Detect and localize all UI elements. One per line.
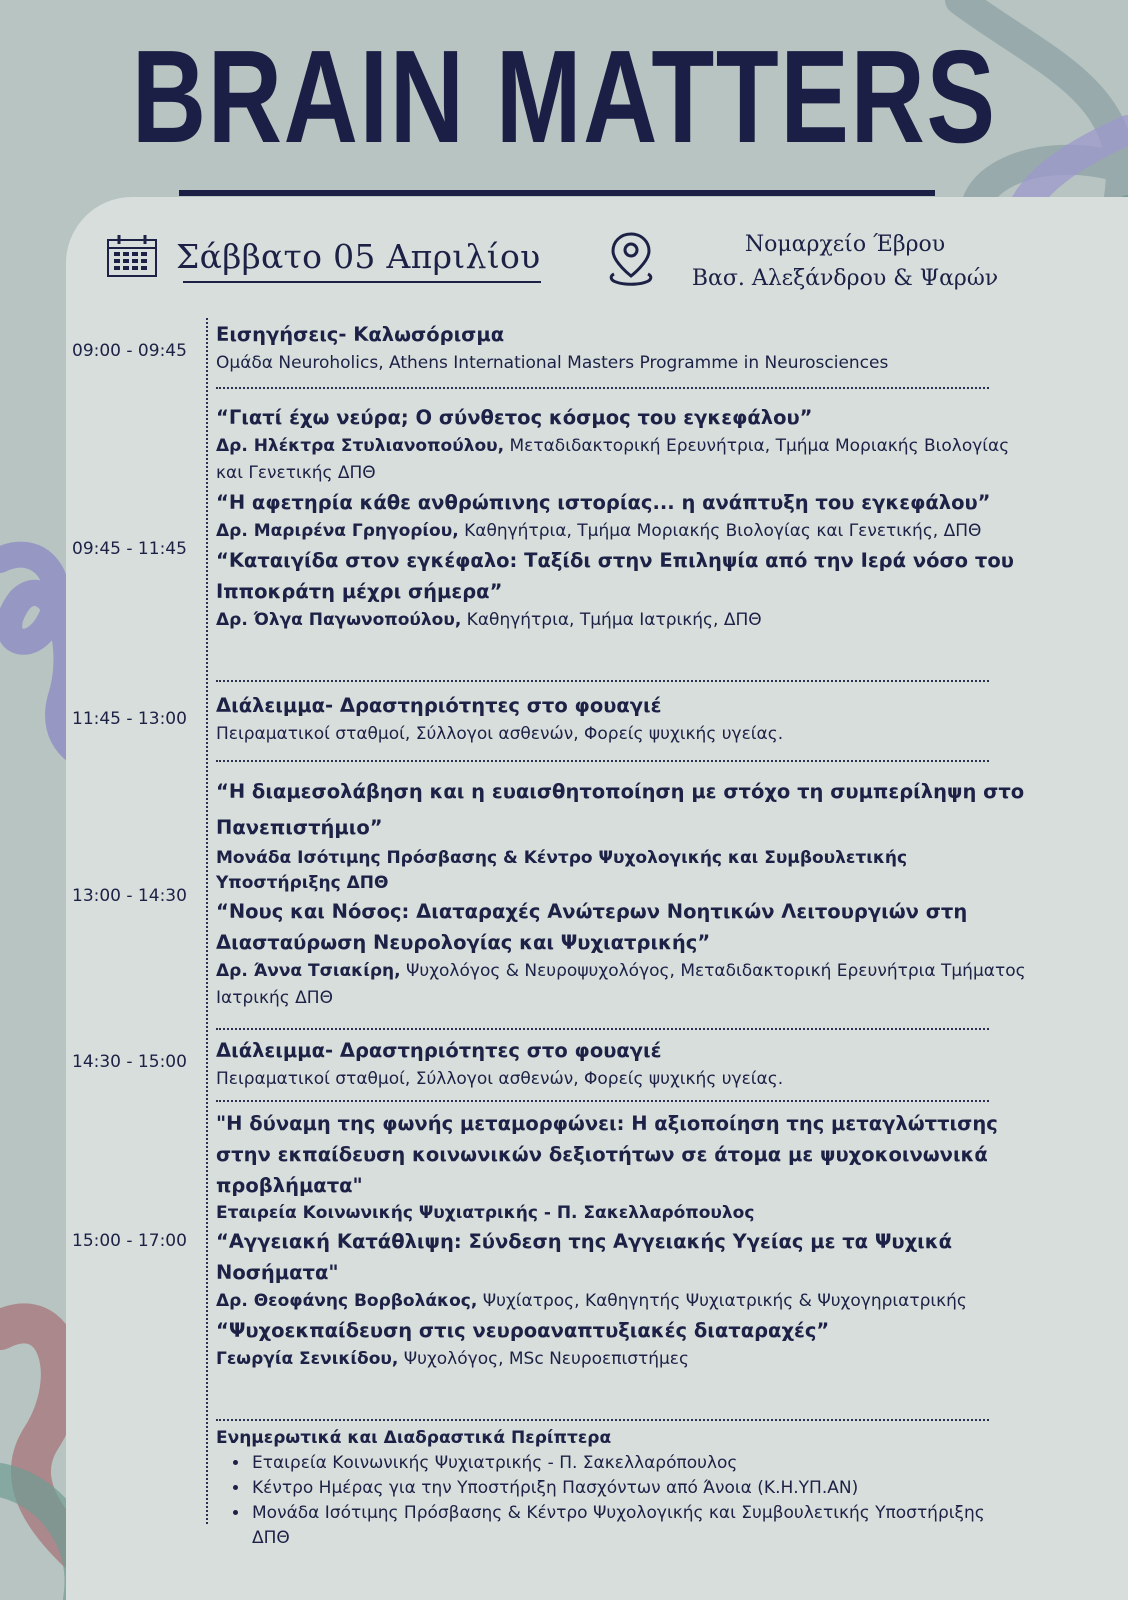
speaker-name: Δρ. Θεοφάνης Βορβολάκος, — [216, 1291, 478, 1311]
session-speaker-line — [216, 1346, 1026, 1373]
session-block-3 — [216, 690, 1026, 748]
time-slot-4: 13:00 - 14:30 — [72, 886, 187, 906]
list-item: • Εταιρεία Κοινωνικής Ψυχιατρικής - Π. Σακελλαρόπουλος — [250, 1451, 1026, 1476]
list-item: • Κέντρο Ημέρας για την Υποστήριξη Πασχόντων από Άνοια (Κ.Η.ΥΠ.ΑΝ) — [250, 1476, 1026, 1501]
map-pin-icon — [606, 230, 656, 286]
time-slot-5: 14:30 - 15:00 — [72, 1052, 187, 1072]
session-detail: Πειραματικοί σταθμοί, Σύλλογοι ασθενών, Φορείς ψυχικής υγείας. — [216, 724, 784, 744]
session-block-5 — [216, 1035, 1026, 1093]
page-title: BRAIN MATTERS — [131, 23, 997, 170]
session-title: Εισηγήσεις- Καλωσόρισμα — [216, 323, 505, 346]
session-title: Διάλειμμα- Δραστηριότητες στο φουαγιέ — [216, 694, 662, 717]
event-location — [660, 228, 1030, 296]
session-title: Διάλειμμα- Δραστηριότητες στο φουαγιέ — [216, 1039, 662, 1062]
session-title: “Νους και Νόσος: Διαταραχές Ανώτερων Νοητικών Λειτουργιών στη Διασταύρωση Νευρολογίας και Ψυχιατρικής” — [216, 900, 968, 954]
session-block-4 — [216, 774, 1026, 1012]
separator — [216, 680, 989, 682]
speaker-name: Δρ. Μαριρένα Γρηγορίου, — [216, 521, 459, 541]
time-slot-2: 09:45 - 11:45 — [72, 539, 187, 559]
session-block-6 — [216, 1108, 1026, 1373]
session-speaker-line — [216, 518, 1026, 545]
speaker-name: Γεωργία Σενικίδου, — [216, 1349, 399, 1369]
title-underline — [179, 190, 935, 196]
time-slot-6: 15:00 - 17:00 — [72, 1231, 187, 1251]
separator — [216, 1419, 989, 1421]
time-slot-1: 09:00 - 09:45 — [72, 341, 187, 361]
location-line-2: Βασ. Αλεξάνδρου & Ψαρών — [691, 266, 999, 291]
speaker-name: Δρ. Ηλέκτρα Στυλιανοπούλου, — [216, 436, 505, 456]
time-slot-3: 11:45 - 13:00 — [72, 709, 187, 729]
session-block-1 — [216, 319, 1026, 377]
session-title: “Γιατί έχω νεύρα; Ο σύνθετος κόσμος του εγκεφάλου” — [216, 406, 813, 429]
location-line-1: Νομαρχείο Έβρου — [744, 232, 946, 257]
timeline-rule — [206, 318, 208, 1524]
event-date: Σάββατο 05 Απριλίου — [176, 237, 541, 276]
speaker-affiliation: Καθηγήτρια, Τμήμα Ιατρικής, ΔΠΘ — [461, 610, 762, 630]
booths-section — [216, 1426, 1026, 1551]
session-speaker-line — [216, 1288, 1026, 1315]
session-block-2 — [216, 402, 1026, 634]
session-detail: Ομάδα Neuroholics, Athens International Masters Programme in Neurosciences — [216, 353, 889, 373]
separator — [216, 387, 989, 389]
session-organizer: Μονάδα Ισότιμης Πρόσβασης & Κέντρο Ψυχολογικής και Συμβουλετικής Υποστήριξης ΔΠΘ — [216, 848, 908, 893]
date-underline — [183, 281, 541, 283]
speaker-name: Δρ. Όλγα Παγωνοπούλου, — [216, 610, 462, 630]
session-detail: Πειραματικοί σταθμοί, Σύλλογοι ασθενών, Φορείς ψυχικής υγείας. — [216, 1069, 784, 1089]
session-title: “Η αφετηρία κάθε ανθρώπινης ιστορίας... η ανάπτυξη του εγκεφάλου” — [216, 491, 991, 514]
separator — [216, 1028, 989, 1030]
speaker-affiliation: Ψυχολόγος & Νευροψυχολόγος, Μεταδιδακτορική Ερευνήτρια Τμήματος Ιατρικής ΔΠΘ — [216, 961, 1026, 1008]
speaker-affiliation: Καθηγήτρια, Τμήμα Μοριακής Βιολογίας και Γενετικής, ΔΠΘ — [458, 521, 982, 541]
calendar-icon — [106, 234, 158, 278]
session-title: “Καταιγίδα στον εγκέφαλο: Ταξίδι στην Επιληψία από την Ιερά νόσο του Ιπποκράτη μέχρι σήμερα” — [216, 549, 1014, 603]
booths-list — [216, 1451, 1026, 1551]
session-speaker-line — [216, 433, 1026, 487]
separator — [216, 1100, 989, 1102]
session-title: “Ψυχοεκπαίδευση στις νευροαναπτυξιακές διαταραχές” — [216, 1319, 830, 1342]
speaker-affiliation: Ψυχίατρος, Καθηγητής Ψυχιατρικής & Ψυχογηριατρικής — [477, 1291, 967, 1311]
list-item: • Μονάδα Ισότιμης Πρόσβασης & Κέντρο Ψυχολογικής και Συμβουλετικής Υποστήριξης ΔΠΘ — [250, 1501, 1026, 1551]
booths-heading: Ενημερωτικά και Διαδραστικά Περίπτερα — [216, 1428, 612, 1448]
speaker-name: Δρ. Άννα Τσιακίρη, — [216, 961, 401, 981]
session-speaker-line — [216, 958, 1026, 1012]
separator — [216, 760, 989, 762]
session-speaker-line — [216, 607, 1026, 634]
speaker-affiliation: Μεταδιδακτορική Ερευνήτρια, Τμήμα Μοριακής Βιολογίας και Γενετικής ΔΠΘ — [216, 436, 1010, 483]
session-title: "Η δύναμη της φωνής μεταμορφώνει: Η αξιοποίηση της μεταγλώττισης στην εκπαίδευση κοινωνικών δεξιοτήτων σε άτομα με ψυχοκοινωνικά προβλήματα" — [216, 1112, 998, 1197]
session-title: “Αγγειακή Κατάθλιψη: Σύνδεση της Αγγειακής Υγείας με τα Ψυχικά Νοσήματα" — [216, 1230, 953, 1284]
speaker-affiliation: Ψυχολόγος, MSc Νευροεπιστήμες — [398, 1349, 689, 1369]
session-title: “Η διαμεσολάβηση και η ευαισθητοποίηση με στόχο τη συμπερίληψη στο Πανεπιστήμιο” — [216, 780, 1025, 839]
session-organizer: Εταιρεία Κοινωνικής Ψυχιατρικής - Π. Σακελλαρόπουλος — [216, 1203, 755, 1223]
